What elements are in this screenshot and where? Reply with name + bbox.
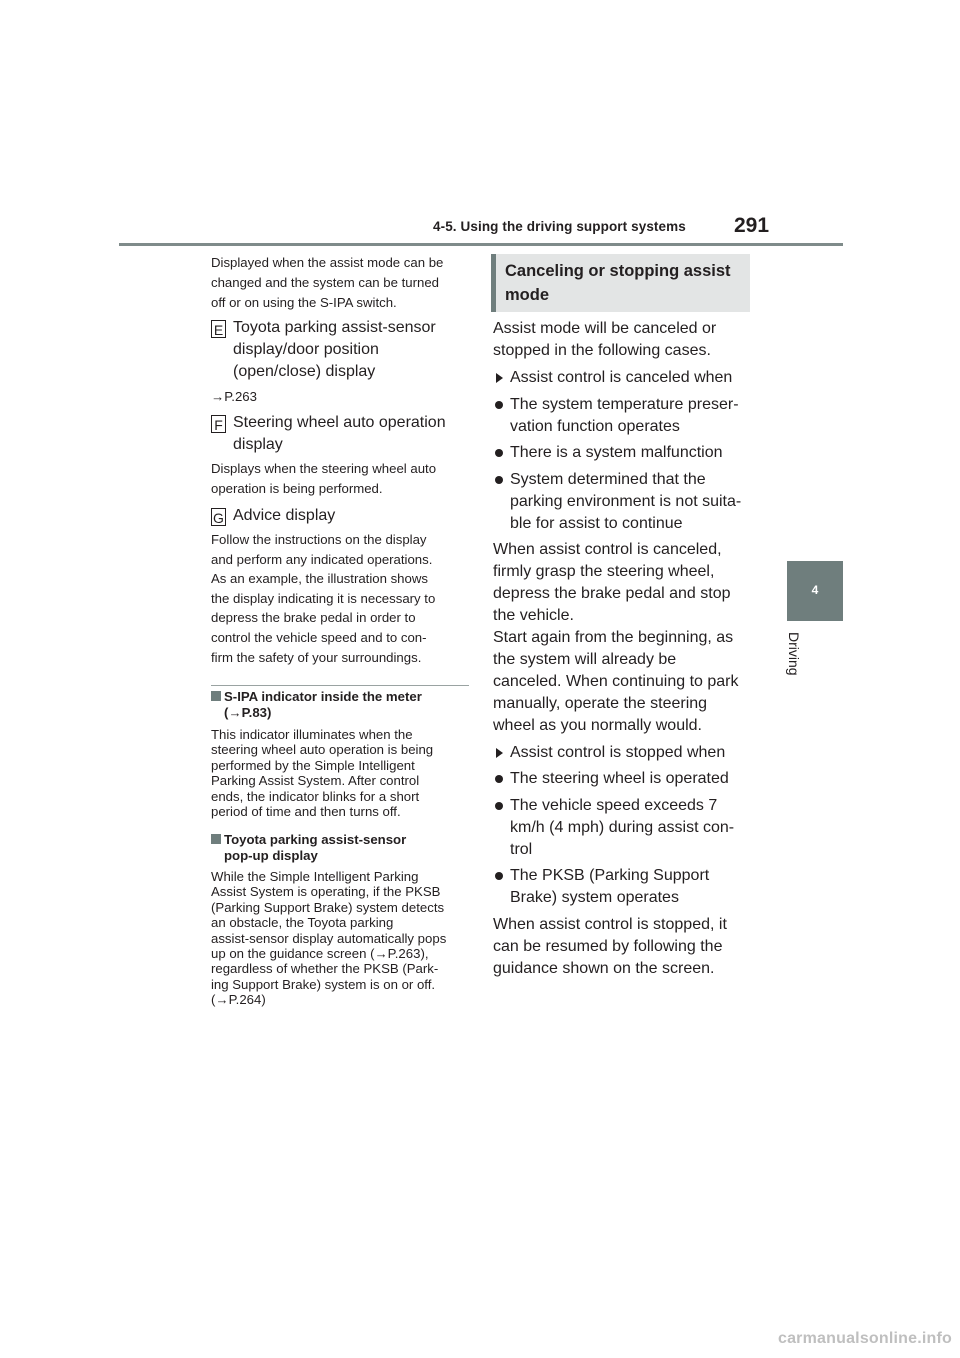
item-e-ref[interactable]: →P.263: [211, 389, 257, 404]
right-intro: Assist mode will be canceled or stopped in the following cases.: [493, 320, 717, 359]
chapter-label-wrap: [786, 632, 806, 692]
header-rule: [119, 243, 843, 246]
square-bullet-icon: [211, 691, 221, 701]
note2-heading: Toyota parking assist-sensor pop-up display: [211, 832, 476, 864]
chapter-label: Driving: [786, 632, 802, 676]
bullet-dot-icon: [495, 476, 503, 484]
label-e: E: [211, 320, 226, 338]
triangle-bullet-icon: [496, 373, 503, 383]
stopped-heading: Assist control is stopped when: [510, 744, 726, 761]
watermark: carmanualsonline.info: [777, 1330, 952, 1347]
canceled-instructions: When assist control is canceled, firmly grasp the steering wheel, depress the brake pedal and stop the vehicle. Start again from the beginning, as the system will already be canceled. When continuing to park manually, operate the steering wheel as you normally would.: [493, 541, 739, 734]
notes-divider: [211, 685, 469, 686]
canceled-heading: Assist control is canceled when: [510, 369, 733, 386]
label-f: F: [211, 415, 226, 433]
note2-body: While the Simple Intelligent Parking Assist System is operating, if the PKSB (Parking Support Brake) system detects an obstacle, the Toyota parking assist-sensor display automatically pops up on the guidance screen (→P.263), regardless of whether the PKSB (Park- ing Support Brake) system is on or off. (→P.264): [211, 869, 447, 1008]
bullet-dot-icon: [495, 775, 503, 783]
item-f-title: Steering wheel auto operation display: [233, 414, 446, 453]
list-item: There is a system malfunction: [510, 444, 723, 461]
bullet-dot-icon: [495, 802, 503, 810]
intro-text: Displayed when the assist mode can be changed and the system can be turned off or on using the S-IPA switch.: [211, 255, 444, 310]
triangle-bullet-icon: [496, 748, 503, 758]
item-g-desc: Follow the instructions on the display and perform any indicated operations. As an example, the illustration shows the display indicating it is necessary to depress the brake pedal in order to control the vehicle speed and to con- firm the safety of your surroundings.: [211, 532, 436, 665]
item-e-title: Toyota parking assist-sensor display/door position (open/close) display: [233, 319, 436, 380]
section-heading: Canceling or stopping assist mode: [505, 262, 731, 304]
label-g: G: [211, 508, 226, 526]
note1-body: This indicator illuminates when the steering wheel auto operation is being performed by the Simple Intelligent Parking Assist System. After control ends, the indicator blinks for a short period of time and then turns off.: [211, 727, 434, 820]
chapter-number: 4: [811, 583, 819, 597]
list-item: The vehicle speed exceeds 7 km/h (4 mph) during assist con- trol: [510, 797, 735, 858]
list-item: The steering wheel is operated: [510, 770, 729, 787]
section-title: 4-5. Using the driving support systems: [433, 219, 686, 234]
item-g-title: Advice display: [233, 507, 336, 524]
list-item: System determined that the parking environment is not suita- ble for assist to continue: [510, 471, 742, 532]
stopped-instructions: When assist control is stopped, it can be resumed by following the guidance shown on the screen.: [493, 916, 727, 977]
bullet-dot-icon: [495, 401, 503, 409]
list-item: The system temperature preser- vation function operates: [510, 396, 739, 435]
bullet-dot-icon: [495, 872, 503, 880]
note1-heading: S-IPA indicator inside the meter (→P.83): [211, 689, 476, 721]
item-f-desc: Displays when the steering wheel auto operation is being performed.: [211, 461, 437, 496]
bullet-dot-icon: [495, 449, 503, 457]
list-item: The PKSB (Parking Support Brake) system operates: [510, 867, 710, 906]
square-bullet-icon: [211, 834, 221, 844]
page-number: 291: [734, 214, 770, 237]
section-heading-accent: [491, 254, 496, 312]
